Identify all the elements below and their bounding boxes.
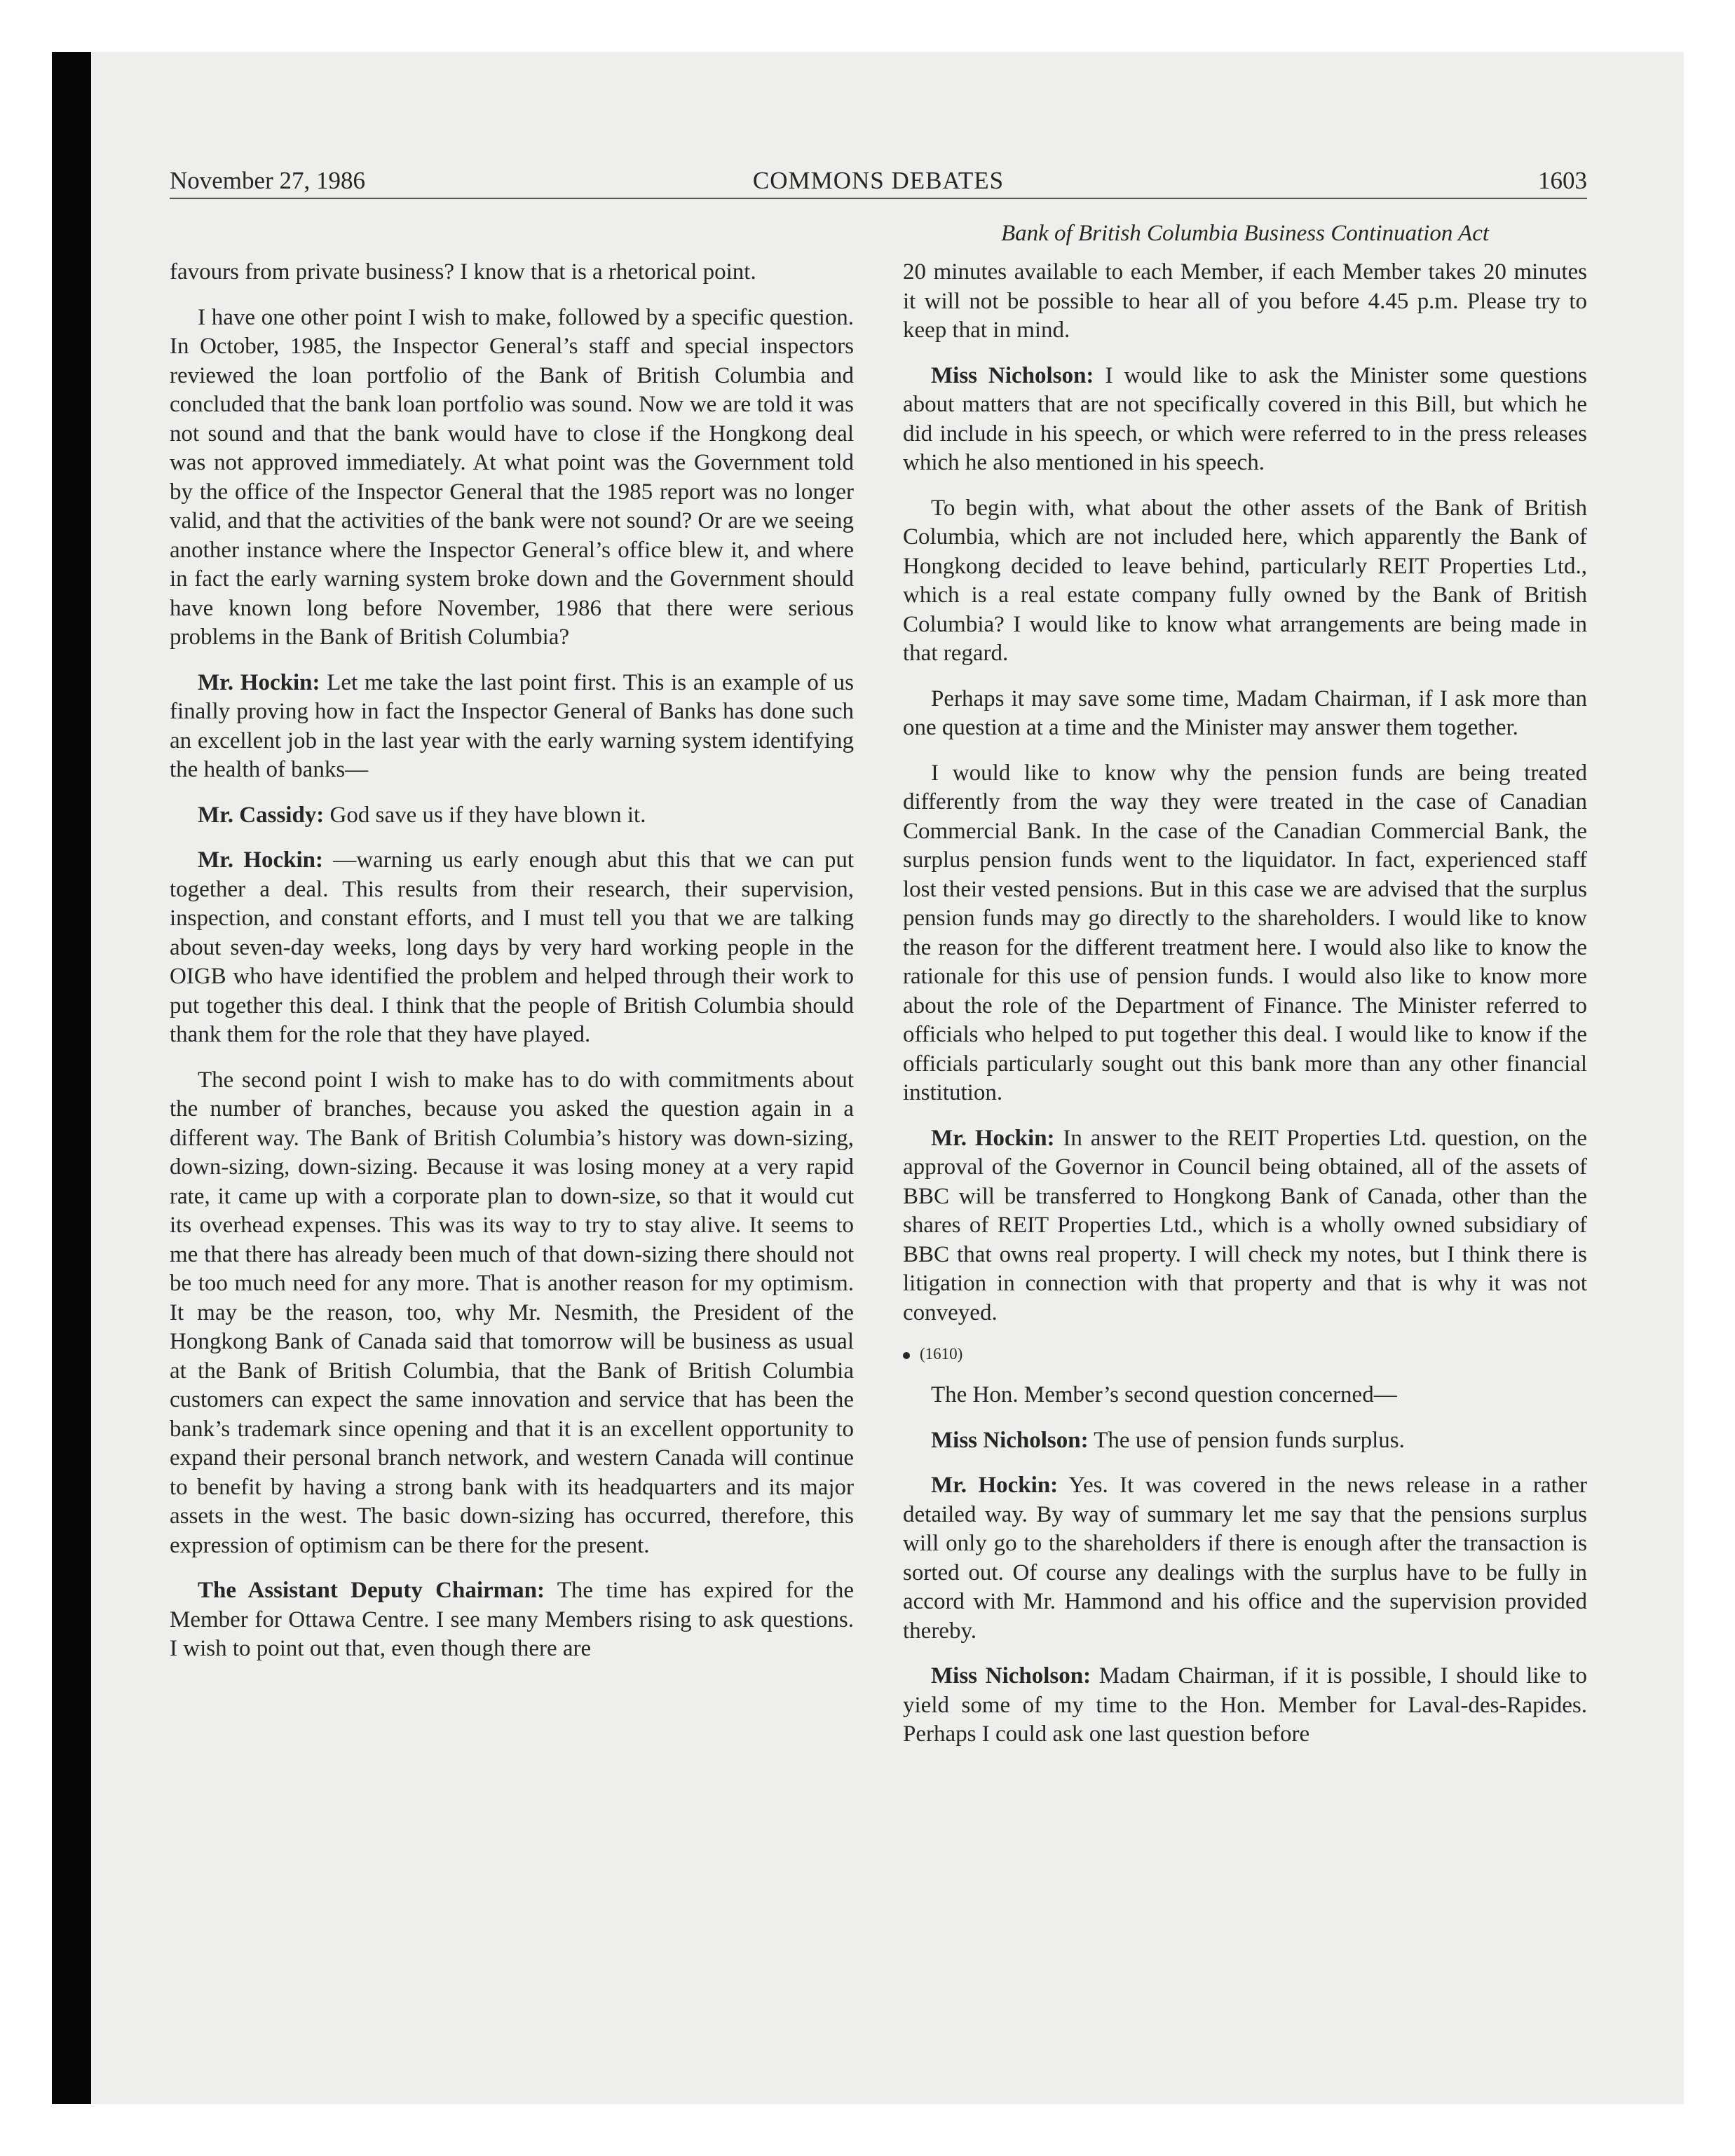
speech <box>170 846 854 1050</box>
header-publication: COMMONS DEBATES <box>752 167 1005 194</box>
speech <box>170 801 854 831</box>
speaker-name: Mr. Hockin: <box>931 1125 1055 1151</box>
speech <box>170 669 854 785</box>
time-mark <box>903 1344 1587 1365</box>
speaker-name: Mr. Cassidy: <box>198 802 325 828</box>
speech <box>170 1576 854 1664</box>
header-rule <box>170 198 1587 199</box>
binding-edge <box>52 52 91 2104</box>
header-page-number: 1603 <box>1538 167 1587 194</box>
speech <box>903 1124 1587 1328</box>
bullet-icon <box>903 1352 910 1359</box>
speech-text: Yes. It was covered in the news release in a rather detailed way. By way of summary let me say that the pensions surplus will only go to the shareholders if there is enough after the transaction is sorted out. Of course any dealings with the surplus have to be fully in accord with Mr. Hammond and his office and the supervision provided thereby. <box>903 1473 1587 1644</box>
speech-text: Madam Chairman, if it is possible, I should like to yield some of my time to the Hon. Member for Laval-des-Rapides. Perhaps I could ask one last question before <box>903 1663 1588 1747</box>
paragraph: The second point I wish to make has to do with commitments about the number of branches, because you asked the question again in a different way. The Bank of British Columbia’s history was down-sizing, down-sizing, down-sizing. Because it was losing money at a very rapid rate, it came up with a corporate plan to down-size, so that it would cut its overhead expenses. This was its way to try to stay alive. It seems to me that there has already been much of that down-sizing there should not be too much need for any more. That is another reason for my optimism. It may be the reason, too, why Mr. Nesmith, the President of the Hongkong Bank of Canada said that tomorrow will be business as usual at the Bank of British Columbia, that the Bank of British Columbia customers can expect the same innovation and service that has been the bank’s trademark since opening and that it is an excellent opportunity to expand their personal branch network, and western Canada will continue to benefit by having a strong bank with its headquarters and its major assets in the west. The basic down-sizing has occurred, therefore, this expression of optimism can be there for the present. <box>170 1067 854 1558</box>
left-column <box>170 258 854 1680</box>
speech <box>903 362 1587 478</box>
right-column <box>903 258 1587 1766</box>
paragraph: To begin with, what about the other assets of the Bank of British Columbia, which are not included here, which apparently the Bank of Hongkong decided to leave behind, particularly REIT Properties Ltd., which is a real estate company fully owned by the Bank of British Columbia? I would like to know what arrangements are being made in that regard. <box>903 495 1587 666</box>
speech <box>903 1662 1587 1749</box>
speaker-name: Miss Nicholson: <box>931 1663 1091 1688</box>
speech-text: In answer to the REIT Properties Ltd. question, on the approval of the Governor in Council being obtained, all of the assets of BBC will be transferred to Hongkong Bank of Canada, other than the shares of REIT Properties Ltd., which is a wholly owned subsidiary of BBC that owns real property. I will check my notes, but I think there is litigation in connection with that property and that is why it was not conveyed. <box>903 1125 1587 1325</box>
paragraph: I would like to know why the pension funds are being treated differently from the way they were treated in the case of Canadian Commercial Bank. In the case of the Canadian Commercial Bank, the surplus pension funds went to the liquidator. In fact, experienced staff lost their vested pensions. But in this case we are advised that the surplus pension funds may go directly to the shareholders. I would like to know the reason for the different treatment here. I would also like to know the rationale for this use of pension funds. I would also like to know more about the role of the Department of Finance. The Minister referred to officials who helped to put together this deal. I would like to know if the officials particularly sought out this bank more than any other financial institution. <box>903 760 1587 1105</box>
speaker-name: Mr. Hockin: <box>931 1473 1059 1498</box>
speaker-name: Miss Nicholson: <box>931 362 1094 388</box>
paragraph: Perhaps it may save some time, Madam Chairman, if I ask more than one question at a time and the Minister may answer them together. <box>903 685 1587 740</box>
paragraph: The Hon. Member’s second question concerned— <box>931 1382 1397 1407</box>
speech <box>903 1471 1587 1646</box>
subject-heading: Bank of British Columbia Business Continuation Act <box>1000 221 1490 246</box>
speaker-name: Mr. Hockin: <box>198 847 323 873</box>
paragraph: I have one other point I wish to make, followed by a specific question. In October, 1985, the Inspector General’s staff and special inspectors reviewed the loan portfolio of the Bank of British Columbia and concluded that the bank loan portfolio was sound. Now we are told it was not sound and that the bank would have to close if the Hongkong deal was not approved immediately. At what point was the Government told by the office of the Inspector General that the 1985 report was no longer valid, and that the activities of the bank were not sound? Or are we seeing another instance where the Inspector General’s office blew it, and where in fact the early warning system broke down and the Government should have known long before November, 1986 that there were serious problems in the Bank of British Columbia? <box>170 304 854 650</box>
speech-text: God save us if they have blown it. <box>324 802 646 828</box>
speaker-name: Mr. Hockin: <box>198 669 320 695</box>
paragraph: 20 minutes available to each Member, if each Member takes 20 minutes it will not be possible to hear all of you before 4.45 p.m. Please try to keep that in mind. <box>903 259 1587 343</box>
speaker-name: The Assistant Deputy Chairman: <box>198 1578 545 1603</box>
running-head <box>170 165 1587 198</box>
time-mark-text: (1610) <box>920 1345 963 1363</box>
speaker-name: Miss Nicholson: <box>931 1427 1089 1453</box>
speech-text: I would like to ask the Minister some questions about matters that are not specifically covered in this Bill, but which he did include in his speech, or which were referred to in the press releases which he also mentioned in his speech. <box>903 362 1587 475</box>
speech-text: The time has expired for the Member for Ottawa Centre. I see many Members rising to ask questions. I wish to point out that, even though there are <box>170 1578 854 1661</box>
speech-text: —warning us early enough abut this that we can put together a deal. This results from their research, their supervision, inspection, and constant efforts, and I must tell you that we are talking about seven-day weeks, long days by very hard working people in the OIGB who have identified the problem and helped through their work to put together this deal. I think that the people of British Columbia should thank them for the role that they have played. <box>170 847 854 1047</box>
paragraph: favours from private business? I know that is a rhetorical point. <box>170 259 756 285</box>
speech-text: The use of pension funds surplus. <box>1088 1427 1405 1453</box>
header-date: November 27, 1986 <box>170 167 365 194</box>
speech-text: Let me take the last point first. This is an example of us finally proving how in fact the Inspector General of Banks has done such an excellent job in the last year with the early warning system identifying the health of banks— <box>170 669 854 782</box>
speech <box>903 1426 1587 1456</box>
